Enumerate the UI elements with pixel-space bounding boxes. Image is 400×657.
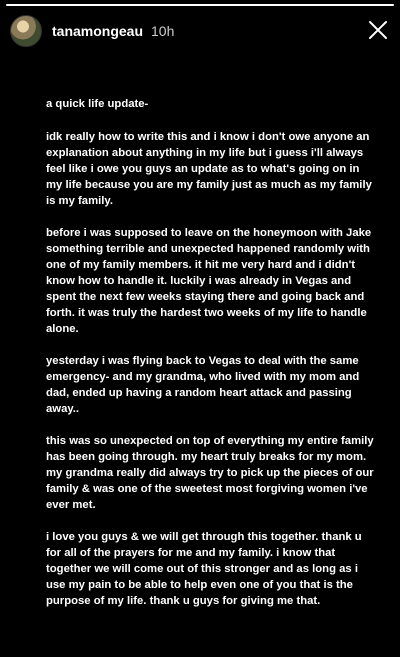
close-button[interactable] [366, 18, 390, 42]
story-text [46, 96, 376, 625]
story-paragraph: i love you guys & we will get through this together. thank u for all of the prayers for me and my family. i know that together we will come out of this stronger and as long as i use my pain to be able to help even one of you that is the purpose of my life. thank u guys for giving me that. [46, 531, 362, 607]
story-paragraph: this was so unexpected on top of everything my entire family has been going through. my heart truly breaks for my mom. my grandma really did always try to pick up the pieces of our family & was one of the sweetest most forgiving women i've ever met. [46, 435, 374, 511]
username[interactable]: tanamongeau [52, 23, 144, 39]
story-progress-fill [6, 4, 394, 6]
story-paragraph: yesterday i was flying back to Vegas to deal with the same emergency- and my grandma, who lived with my mom and dad, ended up having a random heart attack and passing away.. [46, 355, 360, 415]
timestamp: 10h [151, 23, 175, 39]
story-paragraph: before i was supposed to leave on the honeymoon with Jake something terrible and unexpected happened randomly with one of my family members. it hit me very hard and i didn't know how to handle it. luckily i was already in Vegas and spent the next few weeks staying there and going back and forth. it was truly the hardest two weeks of my life to handle alone. [46, 227, 372, 335]
story-paragraph: idk really how to write this and i know i don't owe anyone an explanation about anything in my life but i guess i'll always feel like i owe you guys an update as to what's going on in my life because you are my family just as much as my family is my family. [46, 131, 372, 207]
close-icon [366, 18, 390, 42]
story-progress-bar [6, 4, 394, 6]
story-paragraph: a quick life update- [46, 98, 149, 110]
story-header [10, 14, 174, 48]
avatar[interactable] [10, 15, 42, 47]
